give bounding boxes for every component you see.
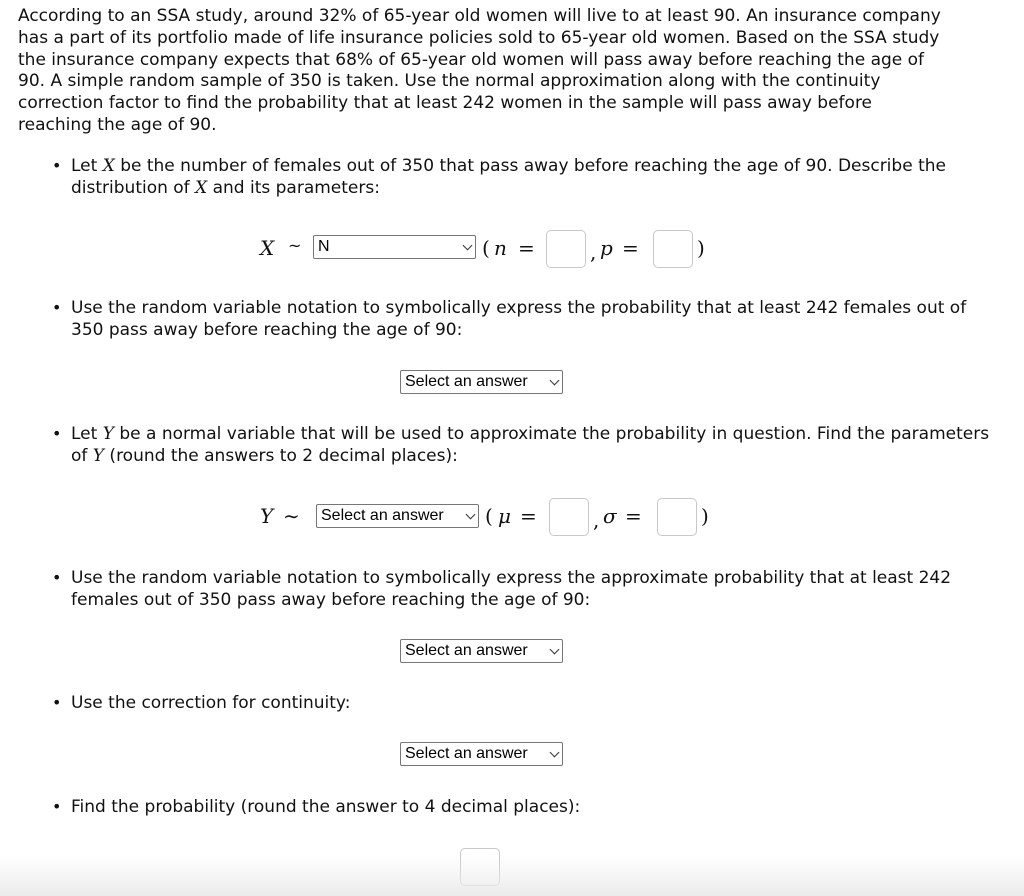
close-paren: ) (697, 236, 705, 260)
bullet: • (52, 568, 62, 587)
tilde-symbol: ∼ (283, 504, 300, 528)
close-paren: ) (701, 504, 709, 528)
chevron-down-icon (550, 645, 560, 655)
variable-x: X (102, 156, 115, 176)
distribution-select-x[interactable]: N (313, 235, 476, 259)
probability-expression-select[interactable]: Select an answer (400, 370, 563, 394)
sigma-input[interactable] (657, 498, 697, 536)
chevron-down-icon (463, 241, 473, 251)
mu-input[interactable] (549, 498, 589, 536)
question-4-text: Use the random variable notation to symbolically express the approximate probability that at least 242 females out of 350 pass away before reaching the age of 90: (71, 568, 952, 610)
open-paren: ( (482, 236, 490, 260)
param-sigma-label: σ (603, 504, 617, 528)
question-5-text: Use the correction for continuity: (71, 693, 351, 713)
bullet: • (52, 424, 62, 443)
bullet: • (52, 298, 62, 317)
problem-statement: According to an SSA study, around 32% of 65-year old women will live to at least 90. An insurance company has a part of its portfolio made of life insurance policies sold to 65-year old women. Based on the SSA study the insurance company expects that 68% of 65-year old women will pass away before reaching the age of 90. A simple random sample of 350 is taken. Use the normal approximation along with the continuity correction factor to find the probability that at least 242 women in the sample will pass away before reaching the age of 90. (18, 6, 941, 135)
distribution-symbol-y: Y (260, 504, 274, 528)
param-p-label: p (600, 236, 613, 260)
continuity-correction-select[interactable]: Select an answer (400, 742, 563, 766)
question-3-text: Let Y be a normal variable that will be used to approximate the probability in question. Find the parameters of Y (round the answers to 2 decimal places): (71, 424, 990, 466)
chevron-down-icon (466, 510, 476, 520)
distribution-symbol-x: X (260, 236, 275, 260)
question-2-text: Use the random variable notation to symbolically express the probability that at least 242 females out of 350 pass away before reaching the age of 90: (71, 298, 967, 340)
equals-sign: = (625, 504, 642, 528)
chevron-down-icon (550, 376, 560, 386)
chevron-down-icon (550, 748, 560, 758)
n-input[interactable] (546, 230, 586, 268)
question-6-text: Find the probability (round the answer to 4 decimal places): (71, 797, 581, 817)
param-n-label: n (494, 236, 507, 260)
tilde-symbol: ~ (288, 236, 302, 255)
equals-sign: = (520, 504, 537, 528)
bottom-fade (0, 856, 1024, 896)
bullet: • (52, 797, 62, 816)
param-mu-label: μ (498, 504, 511, 528)
p-input[interactable] (653, 230, 693, 268)
equals-sign: = (622, 236, 639, 260)
question-1-text: Let X be the number of females out of 350 that pass away before reaching the age of 90. Describe the distribution of X and its parameters: (71, 156, 946, 198)
approx-probability-select[interactable]: Select an answer (400, 639, 563, 663)
distribution-select-y[interactable]: Select an answer (316, 504, 479, 528)
comma: , (590, 240, 597, 264)
open-paren: ( (485, 504, 493, 528)
comma: , (593, 508, 600, 532)
variable-y: Y (102, 424, 114, 444)
bullet: • (52, 156, 62, 175)
equals-sign: = (518, 236, 535, 260)
bullet: • (52, 693, 62, 712)
